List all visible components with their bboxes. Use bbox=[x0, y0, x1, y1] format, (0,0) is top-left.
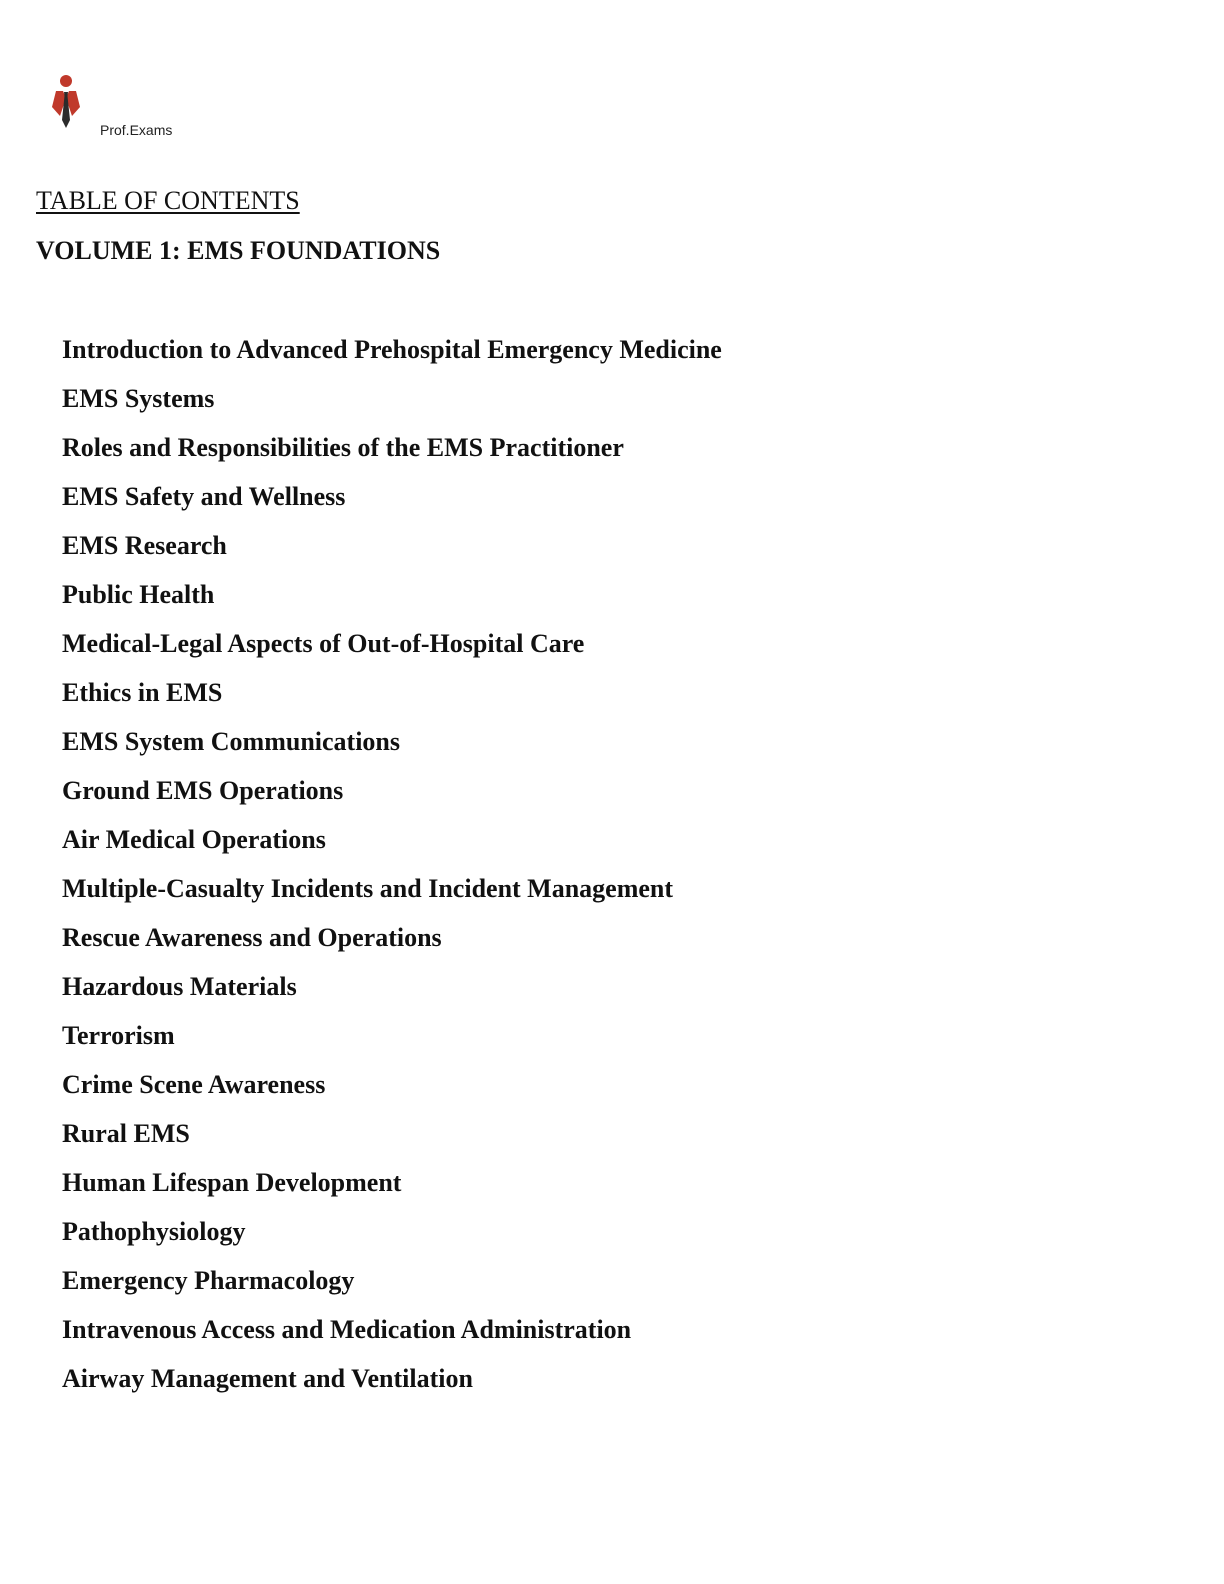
toc-item: Multiple-Casualty Incidents and Incident Management bbox=[62, 874, 674, 903]
volume-title: VOLUME 1: EMS FOUNDATIONS bbox=[36, 236, 441, 265]
toc-item: Ground EMS Operations bbox=[62, 776, 344, 805]
toc-title: TABLE OF CONTENTS bbox=[36, 186, 300, 215]
toc-item: Rural EMS bbox=[62, 1119, 190, 1148]
brand-name: Prof.Exams bbox=[100, 122, 173, 138]
toc-item: Terrorism bbox=[62, 1021, 175, 1050]
toc-item: Hazardous Materials bbox=[62, 972, 297, 1001]
toc-item: Crime Scene Awareness bbox=[62, 1070, 326, 1099]
toc-item: Public Health bbox=[62, 580, 215, 609]
toc-item: Air Medical Operations bbox=[62, 825, 326, 854]
toc-item: Emergency Pharmacology bbox=[62, 1266, 355, 1295]
toc-item: Pathophysiology bbox=[62, 1217, 246, 1246]
toc-item: Human Lifespan Development bbox=[62, 1168, 402, 1197]
toc-item: Airway Management and Ventilation bbox=[62, 1364, 473, 1393]
toc-item: EMS Research bbox=[62, 531, 227, 560]
toc-item: Intravenous Access and Medication Administration bbox=[62, 1315, 632, 1344]
toc-item: Rescue Awareness and Operations bbox=[62, 923, 442, 952]
toc-item: EMS Systems bbox=[62, 384, 215, 413]
toc-item: EMS System Communications bbox=[62, 727, 401, 756]
toc-item: Roles and Responsibilities of the EMS Practitioner bbox=[62, 433, 624, 462]
toc-list bbox=[62, 332, 722, 1410]
toc-item: Medical-Legal Aspects of Out-of-Hospital Care bbox=[62, 629, 585, 658]
toc-item: Ethics in EMS bbox=[62, 678, 223, 707]
person-tie-icon bbox=[46, 74, 86, 132]
toc-item: EMS Safety and Wellness bbox=[62, 482, 346, 511]
brand-logo bbox=[46, 74, 206, 144]
toc-item: Introduction to Advanced Prehospital Emergency Medicine bbox=[62, 335, 722, 364]
